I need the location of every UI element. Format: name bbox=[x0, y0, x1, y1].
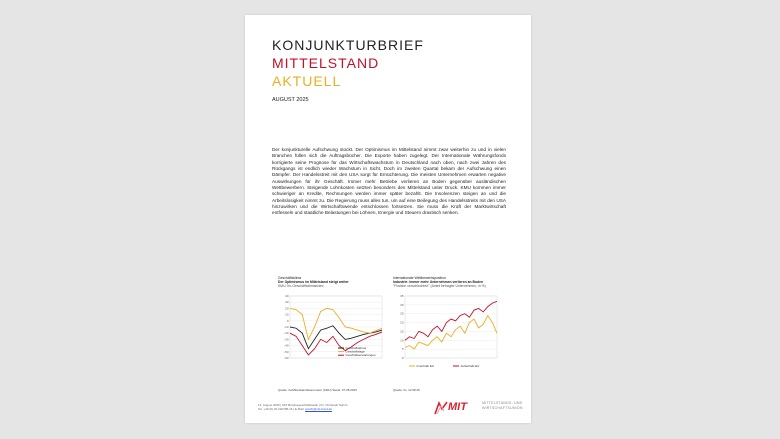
footer-line-2: Tel. +49 (0) 30 220798-16 | E-Mail: sprich@mit-bund.de bbox=[258, 407, 332, 412]
mit-logo bbox=[434, 399, 524, 419]
chart-2-legend-label: Innerhalb EU bbox=[416, 364, 435, 368]
chart-1-header bbox=[278, 276, 386, 289]
chart-1-ytick: -50 bbox=[284, 349, 289, 354]
chart-1-note: KMU, Ifo-Geschäftsklimaindex bbox=[278, 284, 324, 289]
chart-2-ytick: 25 bbox=[400, 311, 404, 316]
chart-2-subtitle: Industrie: Immer mehr Unternehmen verlieren an Boden bbox=[393, 280, 484, 285]
chart-2-ytick: 0 bbox=[401, 356, 404, 360]
chart-business-climate bbox=[278, 276, 386, 394]
logo-org-name: MITTELSTANDS- UND WIRTSCHAFTSUNION bbox=[482, 401, 523, 410]
title-line-3: AKTUELL bbox=[272, 73, 342, 89]
chart-2-ytick: 35 bbox=[400, 294, 404, 298]
issue-date: AUGUST 2025 bbox=[272, 97, 309, 103]
logo-wordmark: MIT bbox=[448, 401, 467, 413]
chart-2-series-line-1 bbox=[405, 315, 497, 349]
chart-2-header bbox=[393, 276, 501, 289]
chart-1-legend-label: Geschäftslage bbox=[345, 349, 365, 354]
chart-1-series-line-2 bbox=[290, 308, 382, 339]
chart-2-frame bbox=[405, 296, 497, 358]
chart-2-source: Quelle: ifo, 12.08.25 bbox=[393, 388, 420, 392]
footer-email-link[interactable]: sprich@mit-bund.de bbox=[305, 407, 332, 412]
chart-1-ytick: 30 bbox=[285, 300, 289, 305]
chart-competitive-position bbox=[393, 276, 501, 394]
chart-1-ytick: 0 bbox=[286, 318, 289, 323]
chart-2-plot bbox=[393, 290, 501, 386]
chart-2-ytick: 20 bbox=[400, 320, 404, 325]
chart-1-legend-label: Geschäftserwartungen bbox=[345, 353, 376, 358]
logo-mark-icon bbox=[434, 401, 448, 415]
chart-2-legend-label: Außerhalb EU bbox=[460, 364, 480, 368]
body-paragraph: Der konjunkturelle Aufschwung stockt. Der Optimismus im Mittelstand nimmt zwar weiterhin zu und in vielen Branchen füllen sich die Auftragsbücher. Die Exporte haben zugelegt. Der Internationale Währungsfonds korrigierte seine Prognose für das Wirtschaftswachstum in Deutschland nach oben, nach zwei Jahren des Rückgangs ist endlich wieder Wachstum in Sicht. Doch im zweiten Quartal bekam der Aufschwung einen Dämpfer. Der Handelsstreit mit den USA sorgt für Ernüchterung. Die meisten Unternehmen erwarten negative Auswirkungen für ihr Geschäft. Immer mehr Betriebe verlieren an Boden gegenüber ausländischen Wettbewerbern. Steigende Lohnkosten setzten besonders den Mittelstand unter Druck. KMU kommen immer schwieriger an Kredite, Rechnungen werden immer später bezahlt. Die Insolvenzen steigen an und die Arbeitslosigkeit nimmt zu. Die Regierung muss alles tun, um auf eine Beilegung des Handelsstreits mit den USA hinzuwirken und die Wirtschaftswende entschlossen fortsetzen. Sie muss die Kraft der Marktwirtschaft entfesseln und staatliche Belastungen bei Löhnen, Energie und Steuern drastisch senken. bbox=[272, 147, 506, 216]
chart-1-ytick: 40 bbox=[285, 294, 289, 298]
chart-2-ytick: 10 bbox=[400, 338, 404, 343]
chart-1-title: Geschäftsklima bbox=[278, 276, 302, 280]
chart-2-note: "Position verschlechtert" (Anteil befragter Unternehmen, in %) bbox=[393, 284, 486, 289]
title-line-2: MITTELSTAND bbox=[272, 55, 380, 71]
chart-1-ytick: -30 bbox=[284, 337, 289, 342]
chart-1-subtitle: Der Optimismus im Mittelstand steigt weiter bbox=[278, 280, 349, 285]
chart-1-ytick: -10 bbox=[284, 325, 289, 329]
footer-contact bbox=[258, 403, 347, 411]
chart-1-legend-label: Geschäftsklima bbox=[345, 346, 367, 350]
chart-2-ytick: 30 bbox=[400, 302, 404, 307]
chart-1-ytick: -40 bbox=[284, 343, 289, 348]
footer-line-1: 14. August 2025 | MIT Bundesgeschäftsstelle | Dr. Christoph Sprich bbox=[258, 403, 348, 407]
chart-1-ytick: -20 bbox=[284, 331, 289, 336]
chart-2-ytick: 15 bbox=[400, 329, 404, 334]
chart-1-ytick: 20 bbox=[285, 306, 289, 311]
chart-1-ytick: 10 bbox=[285, 312, 289, 317]
chart-2-series-line-2 bbox=[405, 301, 497, 340]
chart-2-ytick: 5 bbox=[401, 347, 404, 352]
document-page bbox=[245, 15, 531, 423]
chart-1-ytick: -60 bbox=[284, 356, 289, 360]
chart-1-plot bbox=[278, 290, 386, 386]
title-line-1: KONJUNKTURBRIEF bbox=[272, 37, 424, 53]
chart-2-title: Internationale Wettbewerbsposition bbox=[393, 276, 446, 280]
chart-1-source: Quelle: ifo/Mittelstandsbarometer (KMU) Stand: 07.08.2025 bbox=[278, 388, 357, 392]
